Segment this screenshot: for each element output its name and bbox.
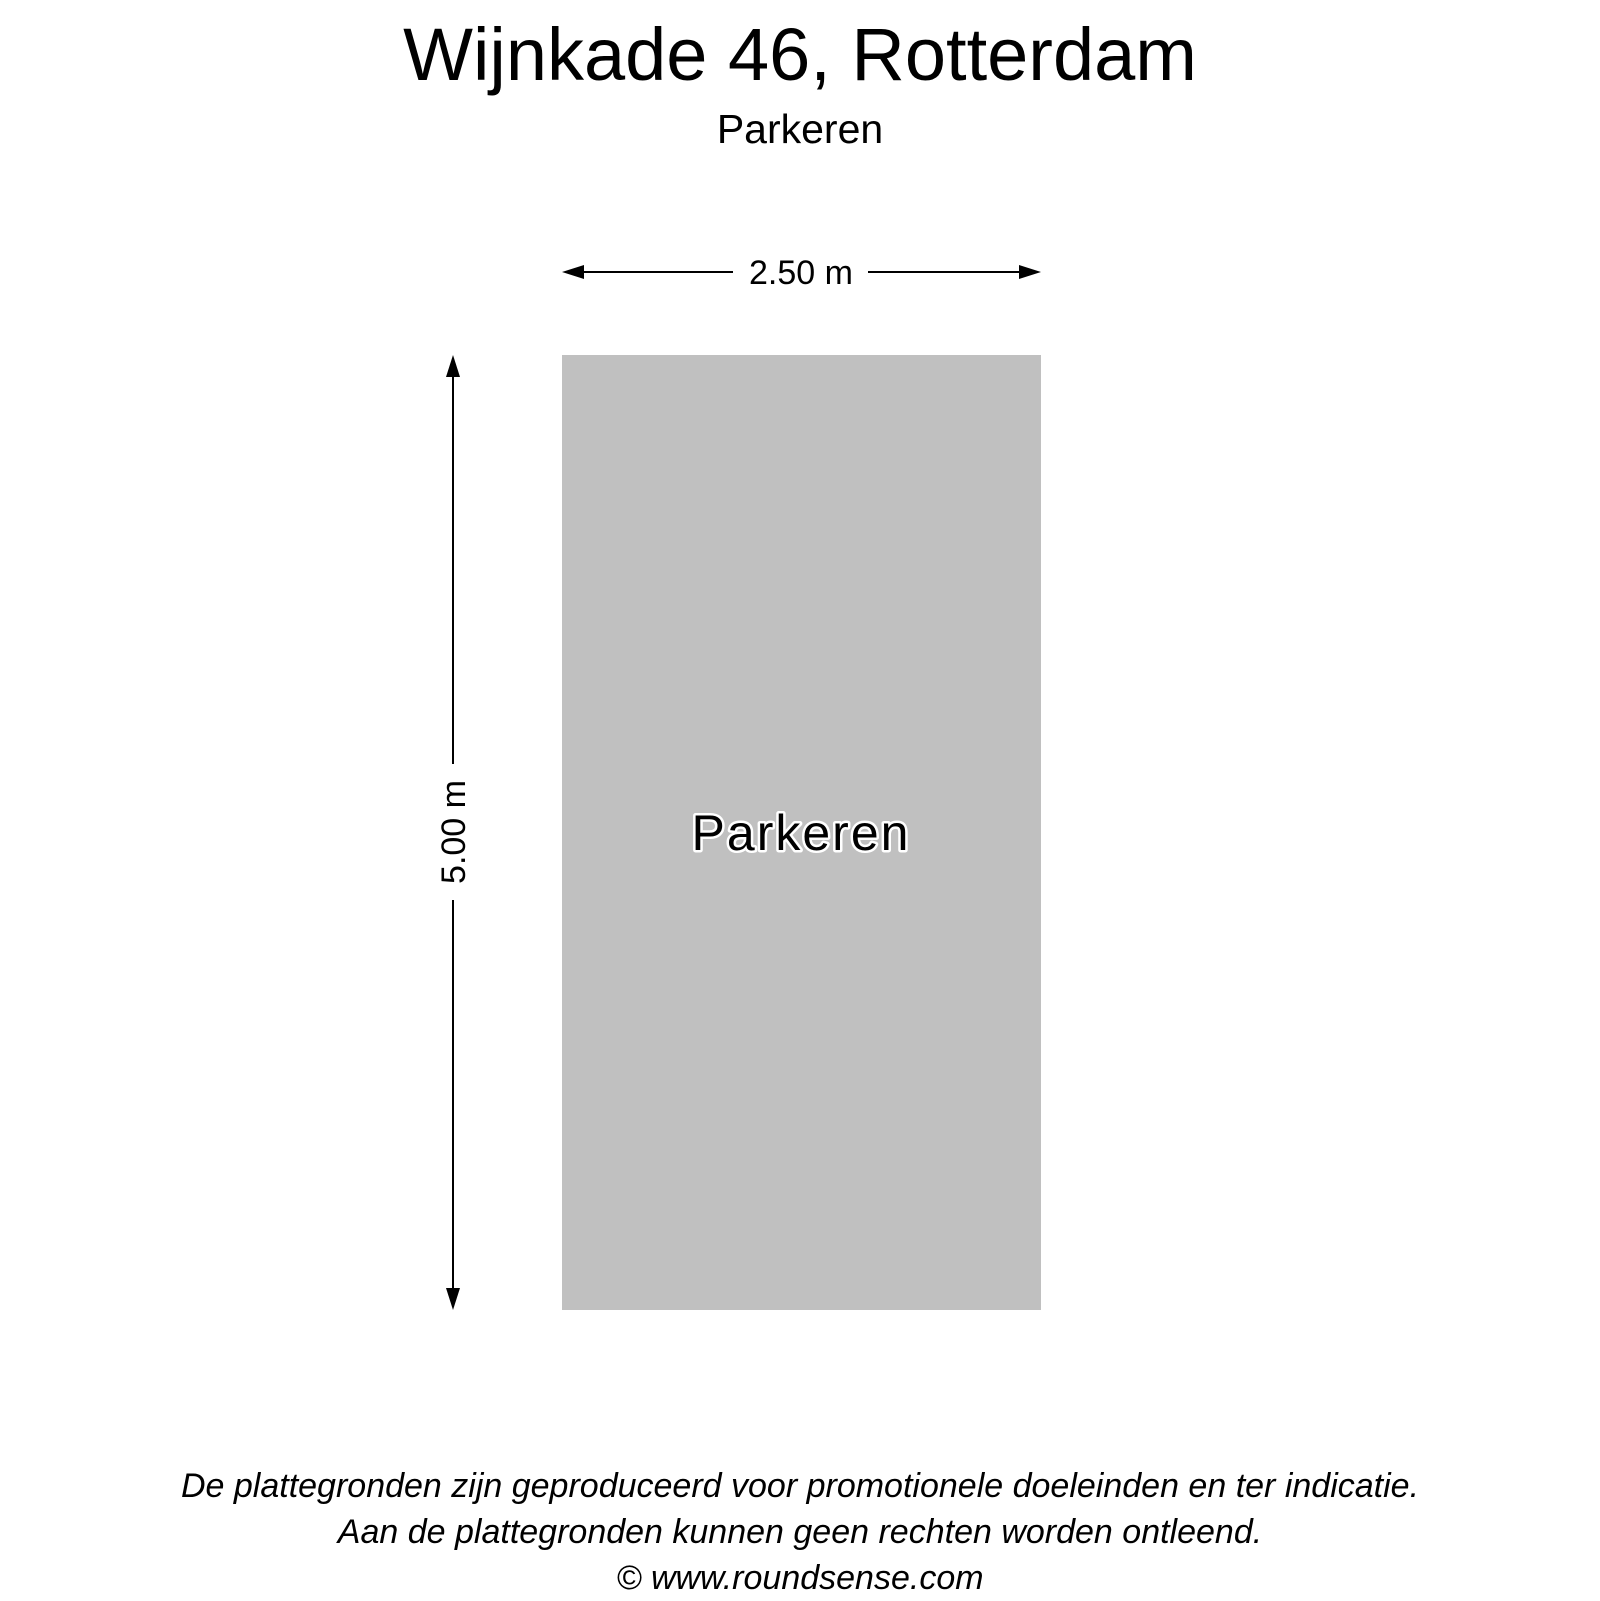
room-label: Parkeren	[691, 805, 911, 861]
width-dimension-label: 2.50 m	[749, 254, 853, 292]
copyright-link[interactable]: © www.roundsense.com	[616, 1559, 984, 1597]
arrow-right-icon	[1019, 265, 1041, 279]
page-subtitle: Parkeren	[716, 106, 884, 152]
height-dimension-label: 5.00 m	[435, 780, 473, 884]
arrow-down-icon	[446, 1288, 460, 1310]
height-dimension	[435, 355, 473, 1310]
arrow-left-icon	[562, 265, 584, 279]
width-dimension	[562, 254, 1041, 292]
arrow-up-icon	[446, 355, 460, 377]
disclaimer	[0, 1463, 1600, 1601]
page-title: Wijnkade 46, Rotterdam	[403, 13, 1197, 96]
disclaimer-line-1: De plattegronden zijn geproduceerd voor promotionele doeleinden en ter indicatie.	[180, 1467, 1420, 1505]
disclaimer-line-2: Aan de plattegronden kunnen geen rechten worden ontleend.	[337, 1513, 1263, 1551]
